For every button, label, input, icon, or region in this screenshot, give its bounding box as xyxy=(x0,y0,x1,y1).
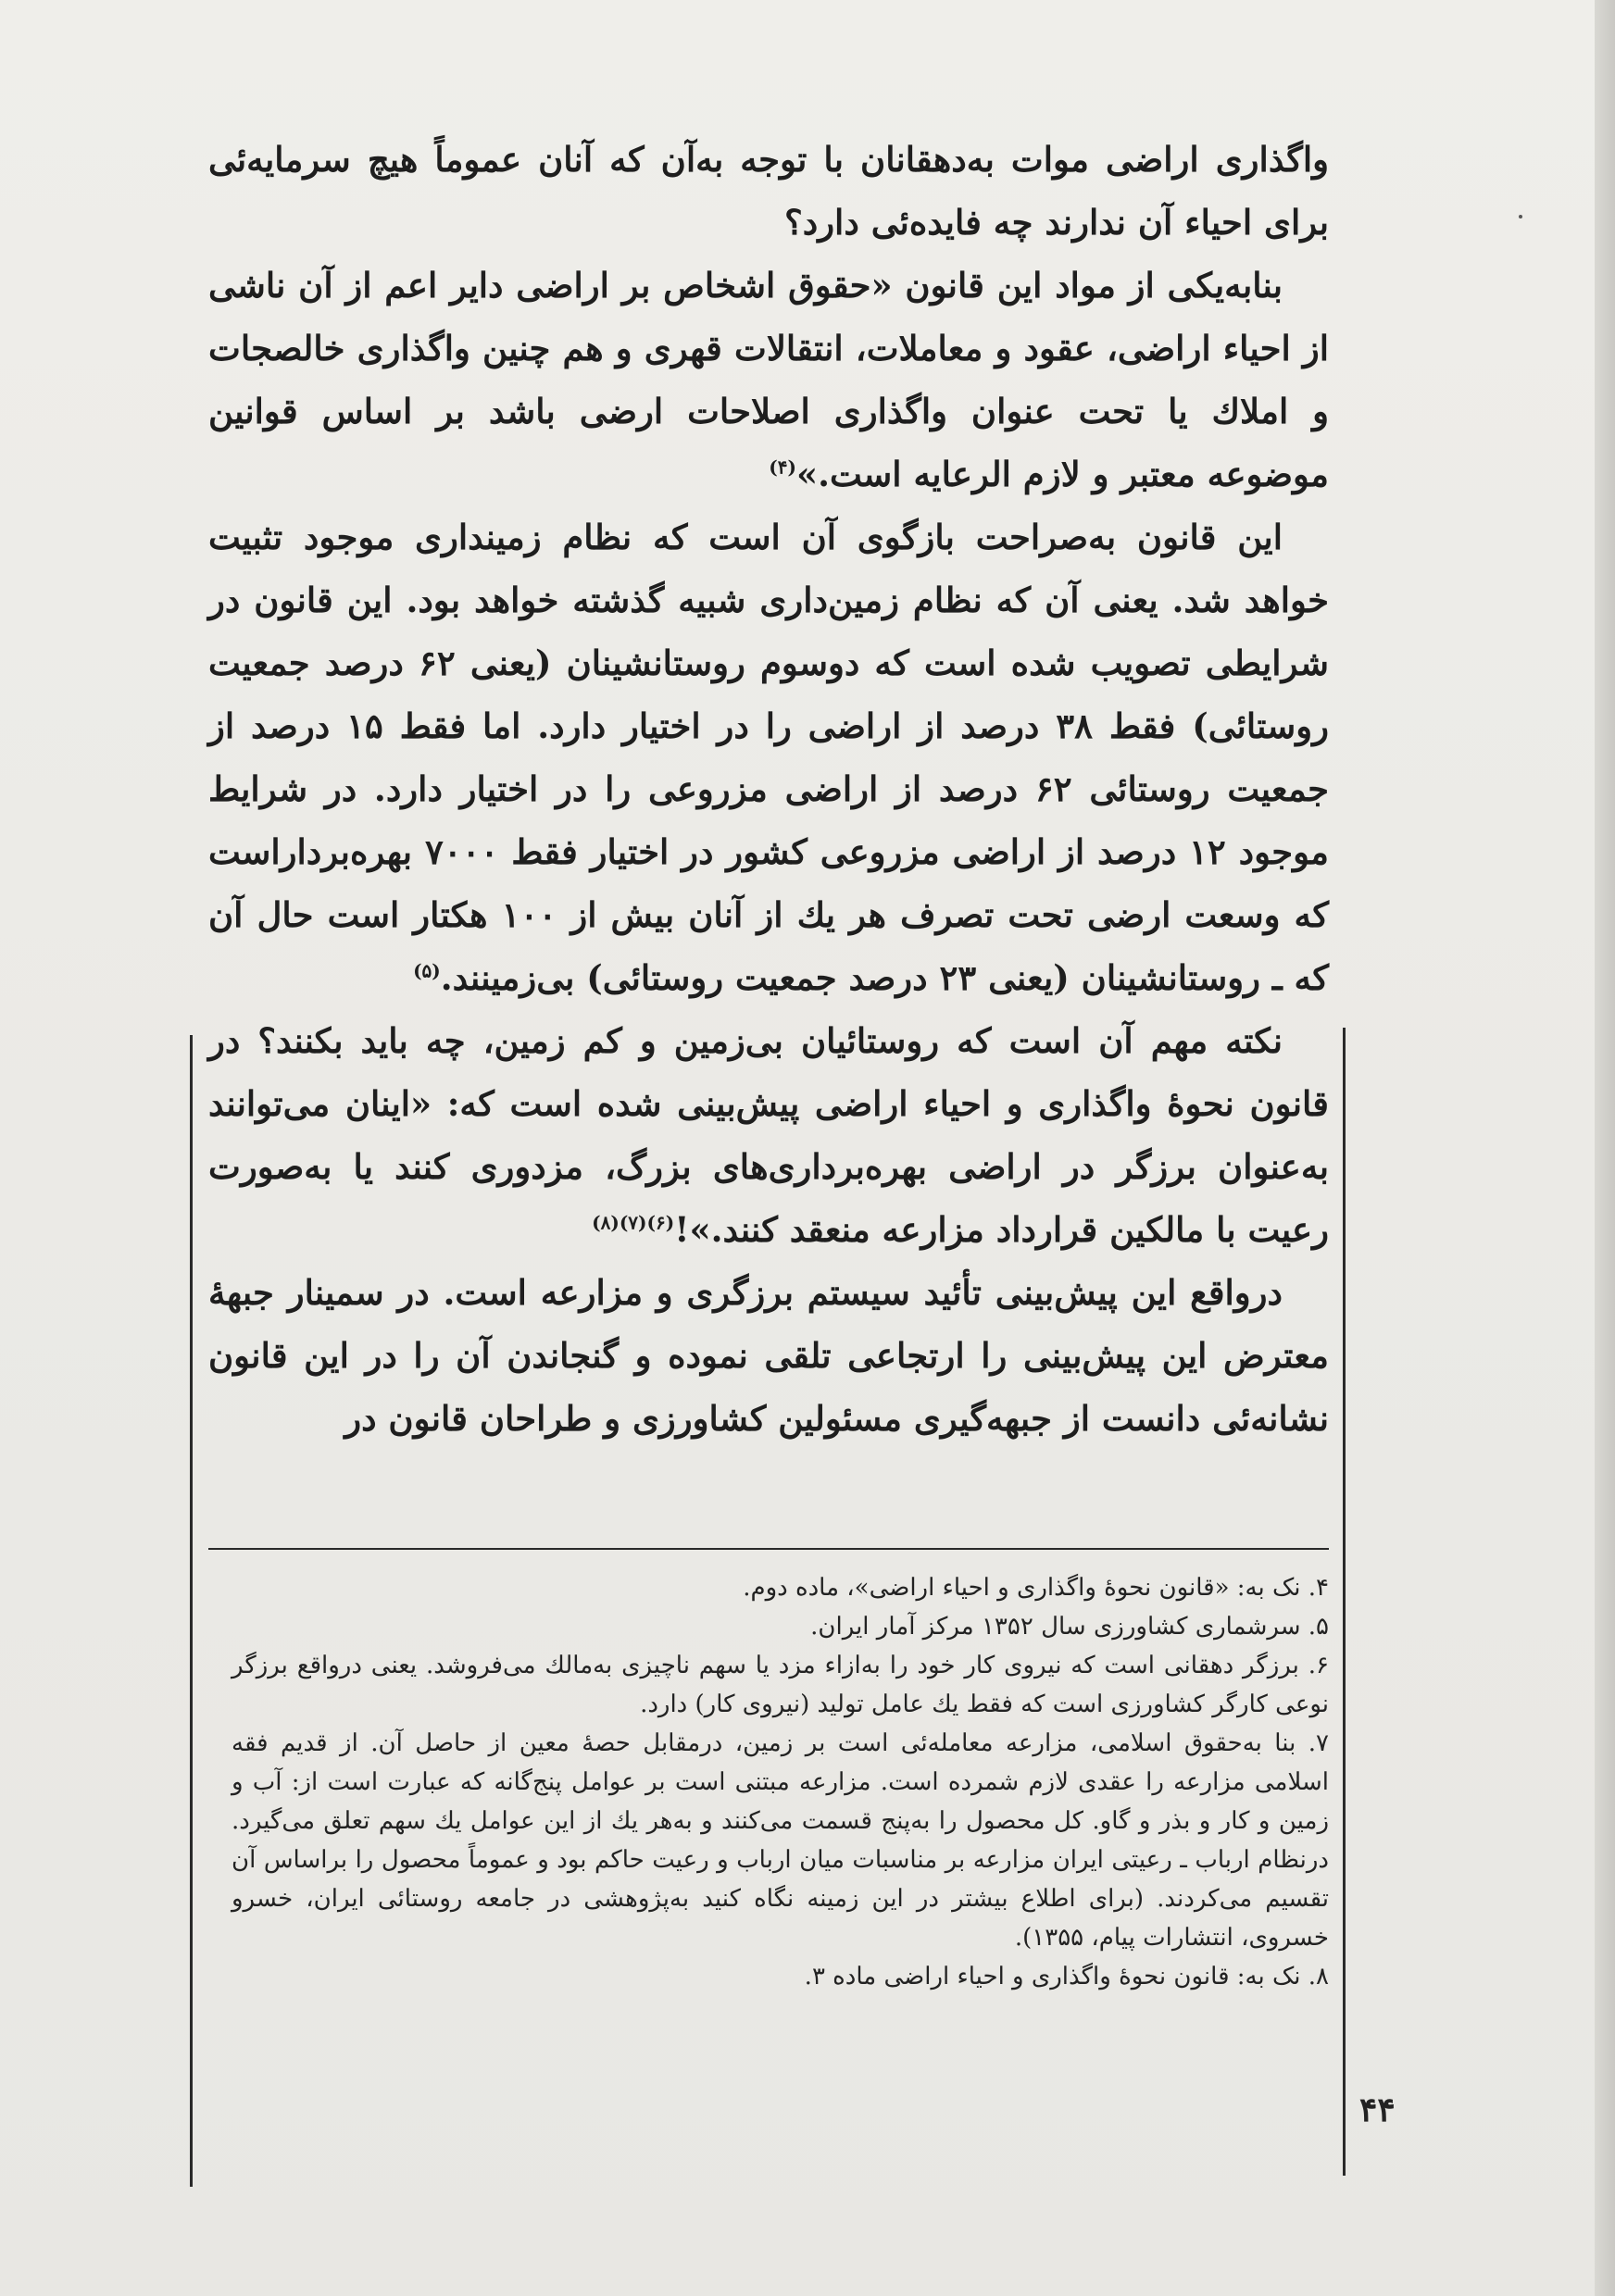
paragraph-3-text: این قانون به‌صراحت بازگوی آن است که نظام زمینداری موجود تثبیت خواهد شد. یعنی آن که نظام زمین‌داری شبیه گذشته خواهد بود. این قانون در شرایطی تصویب شده است که دوسوم روستانشینان (یعنی ۶۲ درصد جمعیت روستائی) فقط ۳۸ درصد از اراضی را در اختیار دارد. اما فقط ۱۵ درصد از جمعیت روستائی ۶۲ درصد از اراضی مزروعی را در اختیار دارد. در شرایط موجود ۱۲ درصد از اراضی مزروعی کشور در اختیار فقط ۷۰۰۰ بهره‌برداراست که وسعت ارضی تحت تصرف هر یك از آنان بیش از ۱۰۰ هکتار است حال آن که ـ روستانشینان (یعنی ۲۳ درصد جمعیت روستائی) بی‌زمینند. xyxy=(208,517,1330,998)
paragraph-5: درواقع این پیش‌بینی تأئید سیستم برزگری و مزارعه است. در سمینار جبههٔ معترض این پیش‌بینی را ارتجاعی تلقی نموده و گنجاندن آن را در این قانون نشانه‌ئی دانست از جبهه‌گیری مسئولین کشاورزی و طراحان قانون در xyxy=(208,1272,1329,1439)
footnote-7: ۷. بنا به‌حقوق اسلامی، مزارعه معامله‌ئی است بر زمین، درمقابل حصهٔ معین از حاصل آن. از قدیم فقه اسلامی مزارعه را عقدی لازم شمرده است. مزارعه مبتنی است بر عوامل پنج‌گانه که عبارت است از: آب و زمین و کار و بذر و گاو. کل محصول را به‌پنج قسمت می‌کنند و به‌هر یك از این عوامل یك سهم تعلق می‌گیرد. درنظام ارباب ـ رعیتی ایران مزارعه بر مناسبات میان ارباب و رعیت حاکم بود و عموماً محصول را براساس آن تقسیم می‌کردند. (برای اطلاع بیشتر در این زمینه نگاه کنید به‌پژوهشی در جامعه روستائی ایران، خسرو خسروی، انتشارات پیام، ۱۳۵۵). xyxy=(232,1729,1329,1952)
paragraph-4-text: نکته مهم آن است که روستائیان بی‌زمین و کم زمین، چه باید بکنند؟ در قانون نحوهٔ واگذاری و احیاء اراضی پیش‌بینی شده است که: «اینان می‌توانند به‌عنوان برزگر در اراضی بهره‌برداری‌های بزرگ، مزدوری کنند یا به‌صورت رعیت با مالکین قرارداد مزارعه منعقد کنند.»! xyxy=(208,1020,1329,1250)
footnote-ref-8: (۸) xyxy=(592,1211,620,1234)
footnote-separator xyxy=(208,1548,1329,1550)
paragraph-2 xyxy=(208,254,1329,505)
footnote-ref-5: (۵) xyxy=(413,959,441,982)
footnotes xyxy=(232,1568,1329,1996)
right-margin-rule xyxy=(1343,1028,1346,2176)
footnote-5: ۵. سرشماری کشاورزی سال ۱۳۵۲ مرکز آمار ایران. xyxy=(810,1613,1329,1641)
footnote-6: ۶. برزگر دهقانی است که نیروی کار خود را به‌ازاء مزد یا سهم ناچیزی به‌مالك می‌فروشد. یعنی درواقع برزگر نوعی کارگر کشاورزی است که فقط یك عامل تولید (نیروی کار) دارد. xyxy=(232,1652,1329,1718)
paragraph-2-text: بنابه‌یکی از مواد این قانون «حقوق اشخاص بر اراضی دایر اعم از آن ناشی از احیاء اراضی، عقود و معاملات، انتقالات قهری و هم چنین واگذاری خالصجات و املاك یا تحت عنوان واگذاری اصلاحات ارضی باشد بر اساس قوانین موضوعه معتبر و لازم الرعایه است.» xyxy=(208,265,1329,494)
scan-speck xyxy=(1519,215,1522,218)
footnote-4: ۴. نک به: «قانون نحوهٔ واگذاری و احیاء اراضی»، ماده دوم. xyxy=(743,1574,1329,1602)
footnote-8: ۸. نک به: قانون نحوهٔ واگذاری و احیاء اراضی ماده ۳. xyxy=(804,1963,1329,1990)
left-margin-rule xyxy=(190,1035,193,2187)
footnote-ref-6: (۶) xyxy=(646,1211,675,1234)
paragraph-1: واگذاری اراضی موات به‌دهقانان با توجه به‌آن که آنان عموماً هیچ سرمایه‌ئی برای احیاء آن ندارند چه فایده‌ئی دارد؟ xyxy=(208,139,1329,243)
footnote-ref-4: (۴) xyxy=(769,455,796,479)
page-edge-shadow xyxy=(1595,0,1615,2296)
main-text xyxy=(208,128,1329,1450)
paragraph-4 xyxy=(208,1009,1329,1261)
footnote-ref-7: (۷) xyxy=(619,1211,647,1234)
paragraph-3 xyxy=(208,505,1329,1009)
page-number: ۴۴ xyxy=(1359,2090,1396,2129)
